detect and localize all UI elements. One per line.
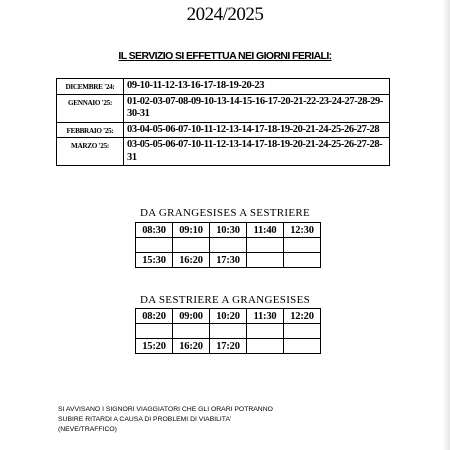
- notice-line: SI AVVISANO I SIGNORI VIAGGIATORI CHE GLI ORARI POTRANNO: [58, 406, 273, 413]
- delay-notice: [58, 405, 273, 435]
- route-title-grangesises-sestriere: DA GRANGESISES A SESTRIERE: [139, 207, 311, 219]
- departure-time: [173, 324, 210, 339]
- departure-time: [284, 339, 321, 354]
- departure-time: [136, 324, 173, 339]
- departure-time: [284, 253, 321, 268]
- departure-time: 09:00: [173, 309, 210, 324]
- timetable-row: [136, 253, 321, 268]
- departure-time: 17:30: [210, 253, 247, 268]
- departure-time: [247, 339, 284, 354]
- month-label: MARZO '25:: [57, 138, 124, 166]
- service-days-table: [56, 78, 390, 166]
- departure-time: 11:40: [247, 223, 284, 238]
- departure-time: [247, 238, 284, 253]
- departure-time: 08:20: [136, 309, 173, 324]
- timetable-row: [136, 324, 321, 339]
- departure-time: [136, 238, 173, 253]
- month-days: 09-10-11-12-13-16-17-18-19-20-23: [124, 79, 390, 95]
- timetable-row: [136, 238, 321, 253]
- departure-time: 12:20: [284, 309, 321, 324]
- departure-time: 17:20: [210, 339, 247, 354]
- departure-time: 11:30: [247, 309, 284, 324]
- departure-time: 15:30: [136, 253, 173, 268]
- service-days-heading: IL SERVIZIO SI EFFETTUA NEI GIORNI FERIALI:: [118, 50, 332, 62]
- month-row-march: [57, 138, 390, 166]
- month-days: 03-05-05-06-07-10-11-12-13-14-17-18-19-20-21-24-25-26-27-28-31: [124, 138, 390, 166]
- departure-time: [247, 324, 284, 339]
- departure-time: [284, 238, 321, 253]
- page-edge-shadow: [442, 0, 450, 450]
- route-title-sestriere-grangesises: DA SESTRIERE A GRANGESISES: [139, 294, 311, 306]
- departure-time: [284, 324, 321, 339]
- month-row-february: [57, 122, 390, 138]
- month-days: 03-04-05-06-07-10-11-12-13-14-17-18-19-20-21-24-25-26-27-28: [124, 122, 390, 138]
- departure-time: [173, 238, 210, 253]
- month-row-december: [57, 79, 390, 95]
- timetable-row: [136, 309, 321, 324]
- departure-time: 16:20: [173, 339, 210, 354]
- season-year: 2024/2025: [186, 4, 264, 25]
- departure-time: 09:10: [173, 223, 210, 238]
- departure-time: 10:20: [210, 309, 247, 324]
- departure-time: [210, 324, 247, 339]
- month-row-january: [57, 94, 390, 122]
- departure-time: 15:20: [136, 339, 173, 354]
- month-label: DICEMBRE '24:: [57, 79, 124, 95]
- month-days: 01-02-03-07-08-09-10-13-14-15-16-17-20-21-22-23-24-27-28-29-30-31: [124, 94, 390, 122]
- timetable-grangesises-sestriere: [135, 222, 321, 268]
- timetable-sestriere-grangesises: [135, 308, 321, 354]
- notice-line: (NEVE/TRAFFICO): [58, 426, 117, 433]
- departure-time: 12:30: [284, 223, 321, 238]
- departure-time: 16:20: [173, 253, 210, 268]
- departure-time: [210, 238, 247, 253]
- departure-time: 10:30: [210, 223, 247, 238]
- month-label: GENNAIO '25:: [57, 94, 124, 122]
- departure-time: 08:30: [136, 223, 173, 238]
- timetable-row: [136, 223, 321, 238]
- timetable-row: [136, 339, 321, 354]
- notice-line: SUBIRE RITARDI A CAUSA DI PROBLEMI DI VIABILITA': [58, 416, 232, 423]
- departure-time: [247, 253, 284, 268]
- month-label: FEBBRAIO '25:: [57, 122, 124, 138]
